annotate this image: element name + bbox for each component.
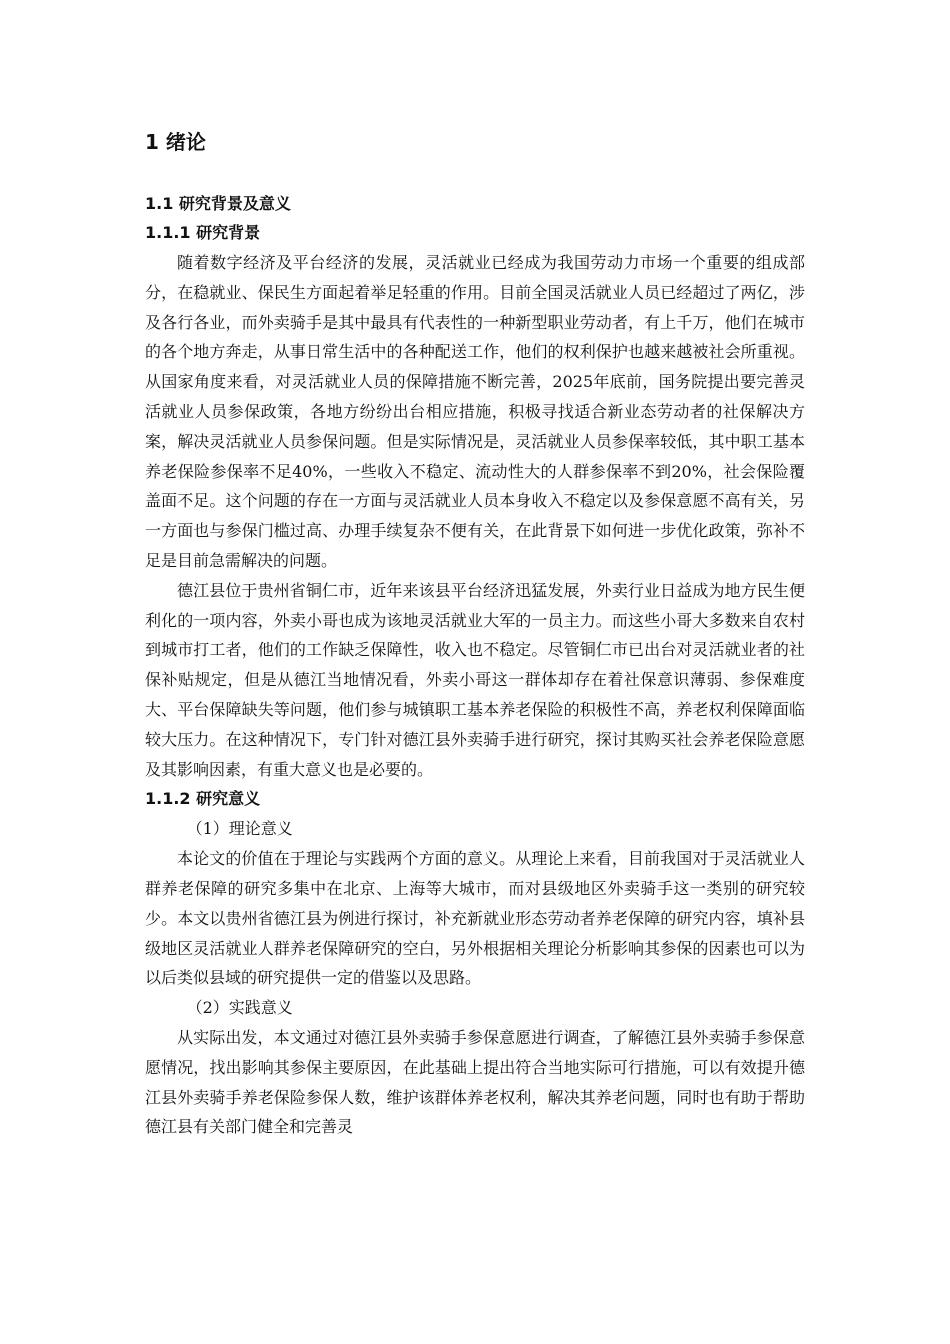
paragraph-background-2: 德江县位于贵州省铜仁市，近年来该县平台经济迅猛发展，外卖行业日益成为地方民生便利化的一项内容，外卖小哥也成为该地灵活就业大军的一员主力。而这些小哥大多数来自农村到城市打工者，他们的工作缺乏保障性，收入也不稳定。尽管铜仁市已出台对灵活就业者的社保补贴规定，但是从德江当地情况看，外卖小哥这一群体却存在着社保意识薄弱、参保难度大、平台保障缺失等问题，他们参与城镇职工基本养老保险的积极性不高，养老权利保障面临较大压力。在这种情况下，专门针对德江县外卖骑手进行研究，探讨其购买社会养老保险意愿及其影响因素，有重大意义也是必要的。 — [145, 580, 805, 779]
section-heading-1-1-1: 1.1.1 研究背景 — [145, 223, 261, 242]
paragraph-practice: 从实际出发，本文通过对德江县外卖骑手参保意愿进行调查，了解德江县外卖骑手参保意愿情况，找出影响其参保主要原因，在此基础上提出符合当地实际可行措施，可以有效提升德江县外卖骑手养老保险参保人数，维护该群体养老权利，解决其养老问题，同时也有助于帮助德江县有关部门健全和完善灵 — [145, 1027, 805, 1137]
subheading-theory: （1）理论意义 — [186, 819, 293, 839]
section-heading-1-1: 1.1 研究背景及意义 — [145, 194, 291, 213]
subheading-practice: （2）实践意义 — [186, 998, 293, 1018]
document-body — [145, 128, 805, 1142]
paragraph-background-1: 随着数字经济及平台经济的发展，灵活就业已经成为我国劳动力市场一个重要的组成部分，在稳就业、保民生方面起着举足轻重的作用。目前全国灵活就业人员已经超过了两亿，涉及各行各业，而外卖骑手是其中最具有代表性的一种新型职业劳动者，有上千万，他们在城市的各个地方奔走，从事日常生活中的各种配送工作，他们的权利保护也越来越被社会所重视。从国家角度来看，对灵活就业人员的保障措施不断完善，2025年底前，国务院提出要完善灵活就业人员参保政策，各地方纷纷出台相应措施，积极寻找适合新业态劳动者的社保解决方案，解决灵活就业人员参保问题。但是实际情况是，灵活就业人员参保率较低，其中职工基本养老保险参保率不足40%，一些收入不稳定、流动性大的人群参保率不到20%，社会保险覆盖面不足。这个问题的存在一方面与灵活就业人员本身收入不稳定以及参保意愿不高有关，另一方面也与参保门槛过高、办理手续复杂不便有关，在此背景下如何进一步优化政策，弥补不足是目前急需解决的问题。 — [145, 253, 805, 570]
section-heading-1-1-2: 1.1.2 研究意义 — [145, 789, 261, 809]
paragraph-theory: 本论文的价值在于理论与实践两个方面的意义。从理论上来看，目前我国对于灵活就业人群养老保障的研究多集中在北京、上海等大城市，而对县级地区外卖骑手这一类别的研究较少。本文以贵州省德江县为例进行探讨，补充新就业形态劳动者养老保障的研究内容，填补县级地区灵活就业人群养老保障研究的空白，另外根据相关理论分析影响其参保的因素也可以为以后类似县域的研究提供一定的借鉴以及思路。 — [145, 849, 805, 988]
chapter-title: 1 绪论 — [145, 130, 206, 154]
